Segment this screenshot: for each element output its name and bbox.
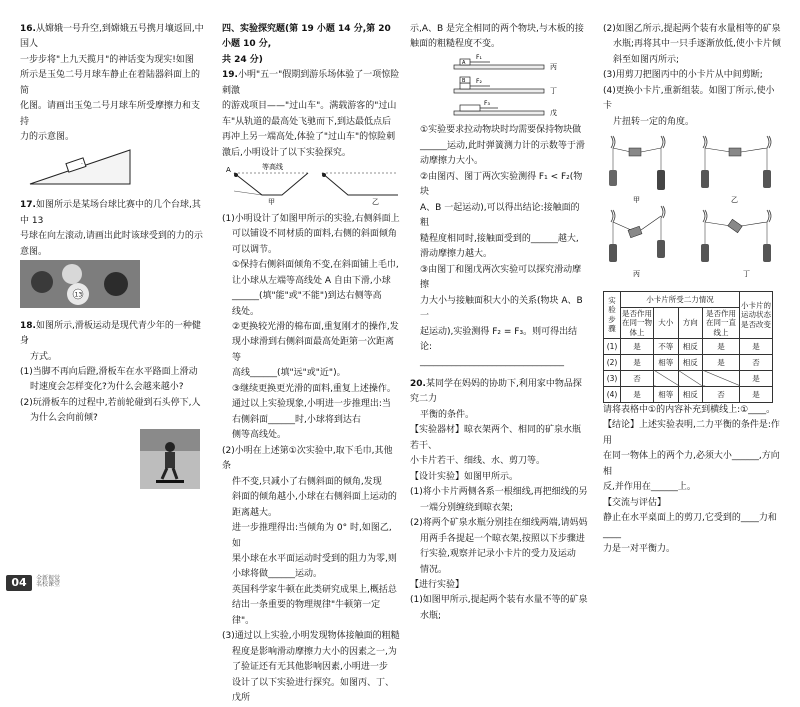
text-line: 水瓶;再将其中一只手逐渐放低,使小卡片倾 (613, 39, 781, 50)
header-same-object: 是否作用在同一物体上 (622, 308, 652, 337)
setup-ding (701, 210, 771, 278)
text-line: 在同一物体上的两个力,必须大小______,方向相 (603, 451, 780, 477)
question-16 (20, 22, 208, 194)
text-line: 反,并作用在______上。 (603, 482, 696, 493)
column-4 (603, 22, 783, 558)
text-line: 行实验,观察并记录小卡片的受力及运动 (420, 549, 576, 560)
text-line: (3)用剪刀把图丙中的小卡片从中间剪断; (603, 70, 763, 81)
text-line: 进一步推理得出:当倾角为 0° 时,如图乙,如 (232, 523, 392, 549)
block-b-label: B (462, 77, 466, 84)
text-line: 平衡的条件。 (420, 409, 475, 420)
table-cell: (3) (604, 370, 621, 386)
svg-text:·: · (81, 160, 83, 168)
text-line: 晾衣架两个、相同的矿泉水瓶若干、 (410, 425, 582, 451)
hanger-card-figure (603, 130, 781, 282)
text-line: 再冲上另一端高处,体验了"过山车"的惊险刺 (222, 132, 396, 143)
table-cell: 是 (703, 338, 740, 354)
text-line: 高线______(填"远"或"近")。 (232, 368, 346, 379)
text-line: 程度是影响滑动摩擦力大小的因素之一,为 (232, 646, 397, 657)
column-3 (410, 22, 588, 624)
text-line: (1)将小卡片两侧各系一根细线,再把细线的另 (410, 487, 588, 498)
brand-tag-line: 名校课堂 (36, 581, 61, 589)
text-line: 某同学在妈妈的协助下,利用家中物品探究二力 (410, 378, 582, 405)
text-line: (4)更换小卡片,重新组装。如图丁所示,使小卡 (603, 85, 775, 112)
text-line: (2)如图乙所示,提起两个装有水量相等的矿泉 (603, 24, 781, 34)
setup-jia (609, 136, 665, 204)
text-line: 一步步将"上九天揽月"的神话变为现实!如图 (20, 54, 194, 65)
text-line: ②更换较光滑的棉布面,重复刚才的操作,发 (232, 321, 399, 332)
table-cell: 相反 (678, 386, 703, 402)
text-line: (1)如图甲所示,提起两个装有水量不等的矿泉 (410, 595, 588, 606)
header-magnitude: 大小 (654, 307, 679, 338)
table-cell: 不等 (654, 338, 679, 354)
section-title: 共 24 分) (222, 54, 263, 65)
header-direction: 方向 (678, 307, 703, 338)
text-line: (2)小明在上述第①次实验中,取下毛巾,其他条 (222, 445, 393, 472)
table-cell: (1) (604, 338, 621, 354)
text-line: 水瓶; (420, 610, 442, 621)
text-line: 距离越大。 (232, 507, 278, 518)
text-line: 结出一条重要的物理规律"牛顿第一定律"。 (232, 600, 381, 626)
text-line: 通过以上实验现象,小明进一步推理出:当 (232, 399, 391, 410)
table-cell: 否 (621, 370, 654, 386)
figure-caption-wu: 戊 (550, 108, 557, 117)
table-row (604, 338, 773, 354)
text-line: 现小球滑到右侧斜面最高处距第一次距离等 (232, 337, 395, 363)
table-cell: 相等 (654, 354, 679, 370)
text-line: 力大小与接触面积大小的关系(物块 A、B 一 (420, 295, 583, 322)
table-cell: 相反 (678, 338, 703, 354)
diag-cell (703, 370, 740, 386)
question-17 (20, 198, 208, 314)
design-heading: 【设计实验】 (410, 471, 465, 482)
diag-cell (678, 370, 703, 386)
table-cell: 否 (703, 386, 740, 402)
text-line: 为什么会向前倾? (30, 413, 98, 424)
table-cell: 相等 (654, 386, 679, 402)
text-line: 设计了以下实验进行探究。如图丙、丁、戊所 (232, 677, 395, 704)
figure-caption-yi: 乙 (731, 196, 738, 205)
text-line: ③由图丁和图戊两次实验可以探究滑动摩擦 (420, 264, 582, 291)
text-line: 如图所示,滑板运动是现代青少年的一种健身 (20, 320, 201, 347)
header-step: 实验步骤 (604, 291, 621, 338)
table-cell: 是 (740, 338, 773, 354)
billiard-balls-photo (20, 260, 140, 308)
text-line: 化图。请画出玉兔二号月球车所受摩擦力和支持 (20, 101, 201, 127)
figure-caption-bing: 丙 (633, 270, 640, 279)
answer-line: ________________________________ (420, 357, 564, 368)
slope-experiment-figure (222, 161, 400, 205)
page-number: 04 (6, 575, 32, 591)
question-number: 18. (20, 320, 36, 331)
text-line: ______(填"能"或"不能")到达右侧等高 (232, 291, 382, 302)
brand-tag (36, 576, 60, 589)
text-line: 车"从轨道的最高处飞驰而下,到达最低点后 (222, 116, 392, 127)
table-cell: (2) (604, 354, 621, 370)
text-line: 如图甲所示。 (464, 471, 519, 482)
text-line: 意图。 (20, 246, 48, 257)
brand-tag-line: 全新视觉 (36, 574, 61, 582)
question-18 (20, 319, 208, 496)
text-line: 上述实验表明,二力平衡的条件是:作用 (603, 420, 780, 446)
text-line: 触面的粗糙程度不变。 (410, 39, 501, 50)
text-line: 小明"五一"假期到游乐场体验了一项惊险刺激 (222, 70, 400, 96)
text-line: 动摩擦力大小。 (420, 156, 484, 167)
conclusion-heading: 【结论】 (603, 420, 640, 431)
procedure-heading: 【进行实验】 (410, 580, 465, 590)
text-line: 片扭转一定的角度。 (613, 116, 695, 127)
text-line: 让小球从左端等高线处 A 自由下滑,小球 (232, 275, 391, 286)
results-table (603, 291, 773, 403)
text-line: 线处。 (232, 306, 260, 317)
equal-height-label: 等高线 (262, 163, 283, 172)
text-line: 可以调节。 (232, 244, 278, 255)
table-row (604, 386, 773, 402)
text-line: 小卡片若干、细线、水、剪刀等。 (410, 456, 546, 467)
text-line: 一端分别缠绕到晾衣架; (420, 502, 514, 513)
text-line: 静止在水平桌面上的剪刀,它受到的____力和____ (603, 513, 777, 539)
setup-bing (609, 206, 665, 278)
table-cell: 是 (621, 338, 654, 354)
table-cell: 否 (740, 354, 773, 370)
figure-caption-ding: 丁 (743, 270, 750, 279)
text-line: ①实验要求拉动物块时均需要保持物块做 (420, 125, 582, 136)
text-line: (3)通过以上实验,小明发现物体接触面的粗糙 (222, 631, 400, 642)
text-line: ①保持右侧斜面倾角不变,在斜面铺上毛巾, (232, 260, 399, 271)
text-line: 示,A、B 是完全相同的两个物块,与木板的接 (410, 24, 584, 34)
column-1 (20, 22, 208, 499)
text-line: 用两手各提起一个晾衣架,按照以下步骤进 (420, 533, 585, 544)
point-a-label: A (226, 166, 231, 175)
force-f3-label: F₃ (484, 99, 490, 107)
text-line: (2)玩滑板车的过程中,若前轮碰到石头停下,人 (20, 397, 201, 408)
force-f2-label: F₂ (476, 77, 482, 85)
text-line: 右侧斜面______时,小球将到达右 (232, 414, 361, 425)
question-number: 17. (20, 200, 36, 211)
table-cell: (4) (604, 386, 621, 402)
question-number: 20. (410, 378, 426, 389)
text-line: 可以铺设不同材质的面料,右侧的斜面倾角 (232, 229, 397, 240)
text-line: (2)将两个矿泉水瓶分别挂在细线两端,请妈妈 (410, 518, 588, 529)
text-line: ②由图丙、图丁两次实验测得 F₁ < F₂(物块 (420, 171, 583, 198)
figure-caption-yi: 乙 (372, 198, 379, 206)
table-cell: 是 (740, 386, 773, 402)
table-cell: 是 (703, 354, 740, 370)
evaluation-heading: 【交流与评估】 (603, 497, 667, 508)
table-row (604, 370, 773, 386)
text-line: 如图所示是某场台球比赛中的几个台球,其中 13 (20, 200, 201, 226)
section-title: 四、实验探究题(第 19 小题 14 分,第 20 小题 10 分, (222, 24, 391, 50)
text-line: 号球在向左滚动,请画出此时该球受到的力的示 (20, 231, 203, 242)
text-line: 时速度会怎样变化?为什么会越来越小? (30, 382, 184, 393)
text-line: ______运动,此时弹簧测力计的示数等于滑 (420, 140, 585, 151)
text-line: 力是一对平衡力。 (603, 544, 676, 555)
incline-rover-figure (20, 146, 140, 188)
text-line: 糙程度相同时,接触面受到的______越大, (420, 233, 579, 244)
table-cell: 相反 (678, 354, 703, 370)
text-line: 斜至如图丙所示; (613, 54, 680, 65)
table-cell: 是 (621, 354, 654, 370)
text-line: 果小球在水平面运动时受到的阻力为零,则 (232, 554, 397, 564)
table-row (604, 354, 773, 370)
header-motion: 小卡片的运动状态是否改变 (740, 291, 773, 338)
text-line: 件不变,只减小了右侧斜面的倾角,发现 (232, 476, 382, 487)
text-line: 斜面的倾角越小,小球在右侧斜面上运动的 (232, 492, 397, 503)
text-line: 激后,小明设计了以下实验探究。 (222, 147, 351, 158)
text-line: 方式。 (30, 351, 58, 362)
text-line: 侧等高线处。 (232, 430, 287, 441)
block-a-label: A (462, 59, 466, 66)
text-line: 滑动摩擦力越大。 (420, 249, 493, 260)
table-cell: 是 (621, 386, 654, 402)
text-line: 的游戏项目——"过山车"。满载游客的"过山 (222, 101, 397, 112)
text-line: 小球将做______运动。 (232, 569, 323, 580)
friction-blocks-figure (450, 53, 570, 117)
text-line: ③继续更换更光滑的面料,重复上述操作。 (232, 383, 396, 394)
table-cell: 是 (740, 370, 773, 386)
question-number: 16. (20, 24, 36, 34)
diag-cell (654, 370, 679, 386)
text-line: (1)当脚不再向后蹬,滑板车在水平路面上滑动 (20, 366, 198, 377)
skateboard-photo (140, 429, 200, 489)
figure-caption-ding: 丁 (550, 86, 557, 95)
column-2 (222, 22, 400, 707)
question-number: 19. (222, 70, 238, 81)
header-forces: 小卡片所受二力情况 (621, 291, 740, 307)
equipment-heading: 【实验器材】 (410, 425, 465, 436)
text-line: 起运动),实验测得 F₂ = F₃。则可得出结论: (420, 326, 578, 352)
force-f1-label: F₁ (476, 53, 482, 61)
text-line: 英国科学家牛顿在此类研究成果上,概括总 (232, 584, 397, 595)
text-line: 了验证还有无其他影响因素,小明进一步 (232, 662, 388, 673)
fill-in-line: 请将表格中①的内容补充到横线上:①____。 (603, 404, 776, 415)
figure-caption-jia: 甲 (268, 198, 275, 206)
text-line: (1)小明设计了如图甲所示的实验,右侧斜面上 (222, 213, 400, 224)
figure-caption-bing: 丙 (550, 62, 557, 71)
text-line: 力的示意图。 (20, 132, 75, 143)
setup-yi (701, 136, 771, 204)
text-line: A、B 一起运动),可以得出结论:接触面的粗 (420, 202, 580, 229)
header-same-line: 是否作用在同一直线上 (703, 307, 740, 338)
text-line: 从嫦娥一号升空,到嫦娥五号携月壤返回,中国人 (20, 24, 204, 50)
text-line: 所示是玉兔二号月球车静止在着陆器斜面上的简 (20, 70, 201, 96)
ball-13-label: 13 (74, 291, 83, 299)
figure-caption-jia: 甲 (633, 196, 640, 205)
text-line: 情况。 (420, 564, 448, 575)
